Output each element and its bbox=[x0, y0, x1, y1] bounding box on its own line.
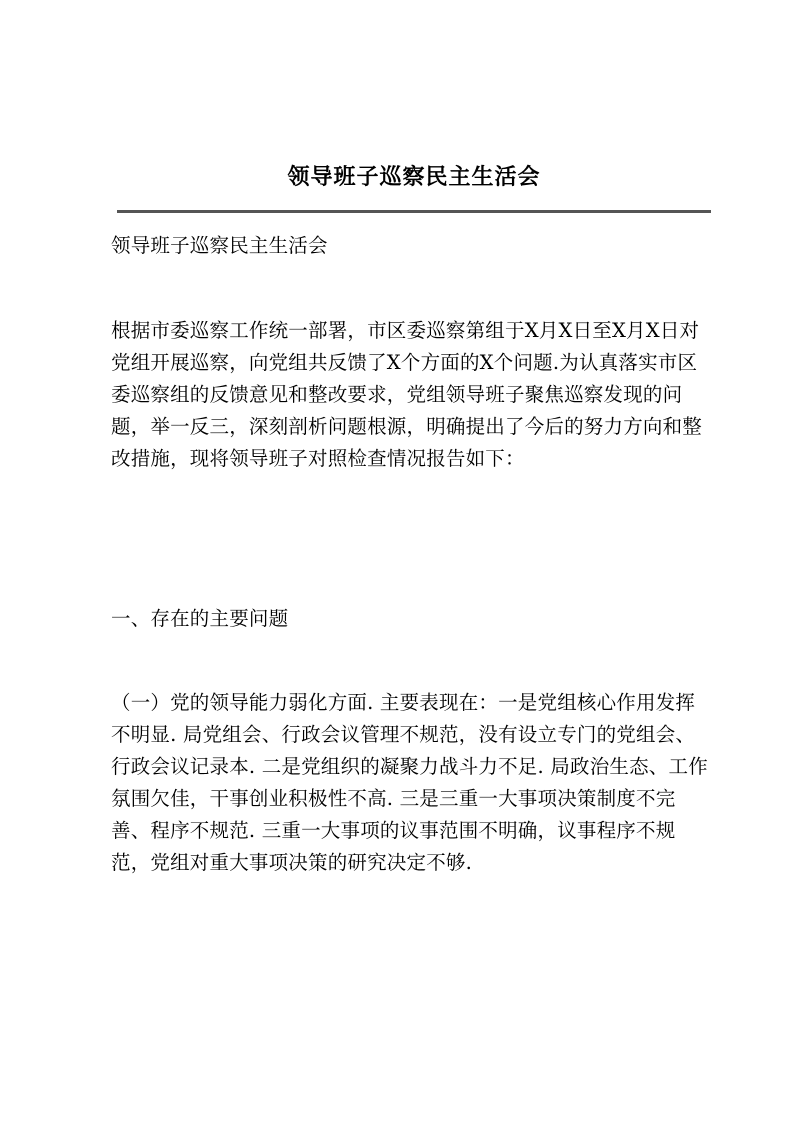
section-heading-text: 一、存在的主要问题 bbox=[111, 607, 289, 630]
intro-text: 根据市委巡察工作统一部署，市区委巡察第组于X月X日至X月X日对党组开展巡察，向党组共反馈了X个方面的X个问题.为认真落实市区委巡察组的反馈意见和整改要求，党组领导班子聚焦巡察发现的问题，举一反三，深刻剖析问题根源，明确提出了今后的努力方向和整改措施，现将领导班子对照检查情况报告如下： bbox=[111, 319, 703, 470]
section-body-text: （一）党的领导能力弱化方面. 主要表现在：一是党组核心作用发挥不明显. 局党组会、行政会议管理不规范，没有设立专门的党组会、行政会议记录本. 二是党组织的凝聚力战斗力不足. 局政治生态、工作氛围欠佳，干事创业积极性不高. 三是三重一大事项决策制度不完善、程序不规范. 三重一大事项的议事范围不明确，议事程序不规范，党组对重大事项决策的研究决定不够. bbox=[111, 691, 708, 874]
title-divider bbox=[117, 210, 711, 213]
section-paragraph bbox=[111, 687, 711, 879]
subtitle-text: 领导班子巡察民主生活会 bbox=[111, 234, 328, 257]
section-heading bbox=[111, 603, 711, 635]
document-subtitle bbox=[111, 230, 711, 262]
page-title: 领导班子巡察民主生活会 bbox=[287, 164, 541, 190]
intro-paragraph bbox=[111, 315, 711, 475]
